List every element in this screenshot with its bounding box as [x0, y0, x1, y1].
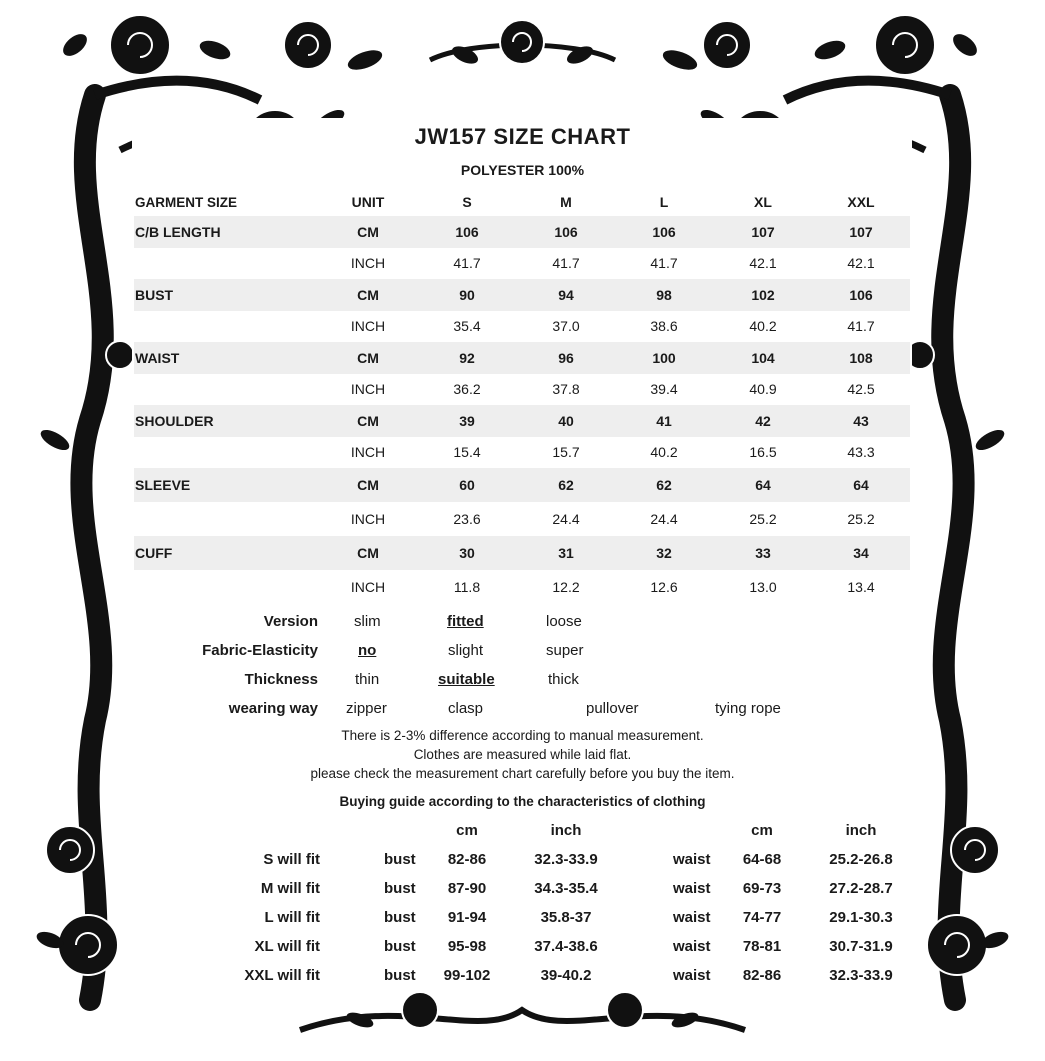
table-row	[134, 374, 910, 406]
unit-cell: INCH	[350, 381, 386, 398]
value-cell-s: 35.4	[453, 318, 481, 335]
attr-elasticity-super: super	[546, 642, 584, 659]
value-cell-s: 60	[459, 477, 475, 493]
unit-cell: CM	[357, 286, 379, 303]
guide-waist-inch: 29.1-30.3	[829, 909, 893, 926]
value-cell-xxl: 25.2	[847, 511, 875, 527]
note-laid-flat: Clothes are measured while laid flat.	[413, 747, 632, 762]
value-cell-xl: 107	[751, 223, 775, 240]
value-cell-xxl: 64	[853, 477, 869, 493]
measurement-label	[135, 311, 335, 343]
attr-wearing-clasp: clasp	[448, 700, 484, 717]
value-cell-xl: 102	[751, 286, 775, 303]
value-cell-l: 62	[656, 477, 672, 493]
value-cell-s: 92	[459, 349, 475, 366]
value-cell-m: 106	[554, 223, 578, 240]
value-cell-m: 12.2	[552, 579, 580, 595]
measurement-label	[135, 374, 335, 406]
value-cell-xxl: 108	[849, 349, 873, 366]
unit-cell: INCH	[350, 444, 386, 461]
attr-version-label: Version	[263, 613, 318, 630]
guide-fit-label: M will fit	[260, 880, 320, 897]
chart-title: JW157 SIZE CHART	[414, 124, 631, 149]
guide-bust-label: bust	[384, 909, 416, 926]
guide-waist-cm: 78-81	[742, 938, 782, 955]
value-cell-xl: 42.1	[749, 255, 777, 272]
guide-bust-inch: 32.3-33.9	[534, 851, 598, 868]
value-cell-m: 40	[558, 412, 574, 429]
value-cell-xxl: 13.4	[847, 579, 875, 595]
table-row	[134, 405, 910, 437]
table-row	[134, 216, 910, 248]
attr-wearing-label: wearing way	[228, 700, 318, 717]
table-row	[134, 468, 910, 502]
guide-bust-inch: 39-40.2	[540, 967, 592, 984]
guide-waist-inch: 27.2-28.7	[829, 880, 893, 897]
guide-waist-cm: 74-77	[742, 909, 782, 926]
guide-waist-label: waist	[673, 909, 711, 926]
value-cell-xxl: 42.5	[847, 381, 875, 398]
value-cell-xxl: 41.7	[847, 318, 875, 335]
buying-guide-title: Buying guide according to the characteristics of clothing	[339, 794, 706, 809]
value-cell-l: 41	[656, 412, 672, 429]
value-cell-l: 12.6	[650, 579, 678, 595]
guide-bust-cm: 82-86	[447, 851, 487, 868]
value-cell-xxl: 107	[849, 223, 873, 240]
value-cell-xl: 16.5	[749, 444, 777, 461]
table-row	[134, 502, 910, 536]
value-cell-m: 24.4	[552, 511, 580, 527]
guide-bust-label: bust	[384, 851, 416, 868]
guide-header-waist-cm: cm	[751, 822, 773, 839]
value-cell-m: 94	[558, 286, 574, 303]
value-cell-l: 98	[656, 286, 672, 303]
attr-elasticity-slight: slight	[448, 642, 484, 659]
table-row	[134, 342, 910, 374]
guide-header-bust-inch: inch	[550, 822, 582, 839]
measurement-label	[135, 248, 335, 280]
note-check-chart: please check the measurement chart carefully before you buy the item.	[310, 766, 735, 781]
note-difference: There is 2-3% difference according to manual measurement.	[341, 728, 704, 743]
guide-fit-label: XXL will fit	[244, 967, 320, 984]
value-cell-xl: 25.2	[749, 511, 777, 527]
header-size-s: S	[462, 194, 472, 210]
guide-fit-label: L will fit	[264, 909, 320, 926]
unit-cell: INCH	[350, 511, 386, 527]
guide-waist-cm: 64-68	[742, 851, 782, 868]
value-cell-xl: 33	[755, 545, 771, 561]
value-cell-xxl: 42.1	[847, 255, 875, 272]
attr-elasticity-label: Fabric-Elasticity	[202, 642, 318, 659]
table-row	[134, 570, 910, 604]
attr-wearing-zipper: zipper	[346, 700, 387, 717]
attr-wearing-tying-rope: tying rope	[715, 700, 781, 717]
value-cell-s: 36.2	[453, 381, 481, 398]
guide-waist-inch: 30.7-31.9	[829, 938, 893, 955]
measurement-label	[135, 502, 335, 536]
table-row	[134, 311, 910, 343]
value-cell-m: 37.8	[552, 381, 580, 398]
guide-bust-cm: 91-94	[447, 909, 487, 926]
header-size-l: L	[659, 194, 669, 210]
attr-version-loose: loose	[546, 613, 582, 630]
size-table-header	[134, 188, 910, 216]
unit-cell: CM	[357, 545, 379, 561]
value-cell-xl: 40.2	[749, 318, 777, 335]
guide-bust-cm: 87-90	[447, 880, 487, 897]
value-cell-xl: 104	[751, 349, 775, 366]
unit-cell: INCH	[350, 579, 386, 595]
guide-fit-label: XL will fit	[254, 938, 320, 955]
unit-cell: CM	[357, 477, 379, 493]
value-cell-m: 15.7	[552, 444, 580, 461]
value-cell-s: 90	[459, 286, 475, 303]
attr-elasticity-no: no	[358, 642, 377, 659]
value-cell-l: 106	[652, 223, 676, 240]
value-cell-m: 31	[558, 545, 574, 561]
value-cell-xl: 40.9	[749, 381, 777, 398]
attr-version-fitted: fitted	[447, 613, 484, 630]
guide-waist-cm: 82-86	[742, 967, 782, 984]
attr-thickness-label: Thickness	[244, 671, 318, 688]
guide-bust-inch: 37.4-38.6	[534, 938, 598, 955]
guide-bust-inch: 34.3-35.4	[534, 880, 598, 897]
guide-waist-label: waist	[673, 967, 711, 984]
value-cell-m: 37.0	[552, 318, 580, 335]
size-table	[134, 188, 910, 604]
header-garment-size: GARMENT SIZE	[135, 194, 238, 210]
header-size-m: M	[560, 194, 572, 210]
measurement-label: SHOULDER	[135, 412, 214, 429]
value-cell-xl: 64	[755, 477, 771, 493]
fabric-composition: POLYESTER 100%	[460, 162, 585, 178]
value-cell-xl: 42	[755, 412, 771, 429]
value-cell-s: 30	[459, 545, 475, 561]
attr-thickness-thick: thick	[548, 671, 579, 688]
guide-bust-label: bust	[384, 967, 416, 984]
value-cell-m: 96	[558, 349, 574, 366]
table-row	[134, 536, 910, 570]
value-cell-s: 39	[459, 412, 475, 429]
value-cell-m: 62	[558, 477, 574, 493]
guide-header-waist-inch: inch	[845, 822, 877, 839]
guide-waist-label: waist	[673, 851, 711, 868]
measurement-label: BUST	[135, 286, 174, 303]
measurement-label	[135, 570, 335, 604]
value-cell-l: 39.4	[650, 381, 678, 398]
guide-fit-label: S will fit	[263, 851, 320, 868]
guide-bust-cm: 99-102	[443, 967, 491, 984]
header-unit: UNIT	[351, 194, 385, 210]
measurement-label: SLEEVE	[135, 477, 191, 493]
attr-thickness-thin: thin	[355, 671, 380, 688]
guide-waist-inch: 25.2-26.8	[829, 851, 893, 868]
measurement-label	[135, 437, 335, 469]
value-cell-s: 41.7	[453, 255, 481, 272]
guide-waist-label: waist	[673, 880, 711, 897]
value-cell-xxl: 34	[853, 545, 869, 561]
guide-header-bust-cm: cm	[456, 822, 478, 839]
header-size-xxl: XXL	[847, 194, 875, 210]
value-cell-xxl: 106	[849, 286, 873, 303]
table-row	[134, 279, 910, 311]
attr-thickness-suitable: suitable	[438, 671, 495, 688]
table-row	[134, 437, 910, 469]
guide-waist-cm: 69-73	[742, 880, 782, 897]
value-cell-s: 15.4	[453, 444, 481, 461]
value-cell-xxl: 43.3	[847, 444, 875, 461]
value-cell-s: 106	[455, 223, 479, 240]
guide-bust-label: bust	[384, 880, 416, 897]
value-cell-xl: 13.0	[749, 579, 777, 595]
value-cell-xxl: 43	[853, 412, 869, 429]
guide-waist-inch: 32.3-33.9	[829, 967, 893, 984]
guide-bust-label: bust	[384, 938, 416, 955]
table-row	[134, 248, 910, 280]
measurement-label: WAIST	[135, 349, 180, 366]
guide-waist-label: waist	[673, 938, 711, 955]
value-cell-l: 40.2	[650, 444, 678, 461]
value-cell-s: 11.8	[453, 579, 481, 595]
value-cell-s: 23.6	[453, 511, 481, 527]
unit-cell: INCH	[350, 318, 386, 335]
value-cell-l: 38.6	[650, 318, 678, 335]
unit-cell: CM	[357, 412, 379, 429]
value-cell-m: 41.7	[552, 255, 580, 272]
attr-version-slim: slim	[354, 613, 381, 630]
guide-bust-cm: 95-98	[447, 938, 487, 955]
measurement-label: C/B LENGTH	[135, 223, 221, 240]
value-cell-l: 24.4	[650, 511, 678, 527]
value-cell-l: 100	[652, 349, 676, 366]
unit-cell: CM	[357, 349, 379, 366]
guide-bust-inch: 35.8-37	[540, 909, 592, 926]
header-size-xl: XL	[754, 194, 772, 210]
attr-wearing-pullover: pullover	[586, 700, 639, 717]
value-cell-l: 41.7	[650, 255, 678, 272]
unit-cell: CM	[357, 223, 379, 240]
value-cell-l: 32	[656, 545, 672, 561]
unit-cell: INCH	[350, 255, 386, 272]
measurement-label: CUFF	[135, 545, 173, 561]
